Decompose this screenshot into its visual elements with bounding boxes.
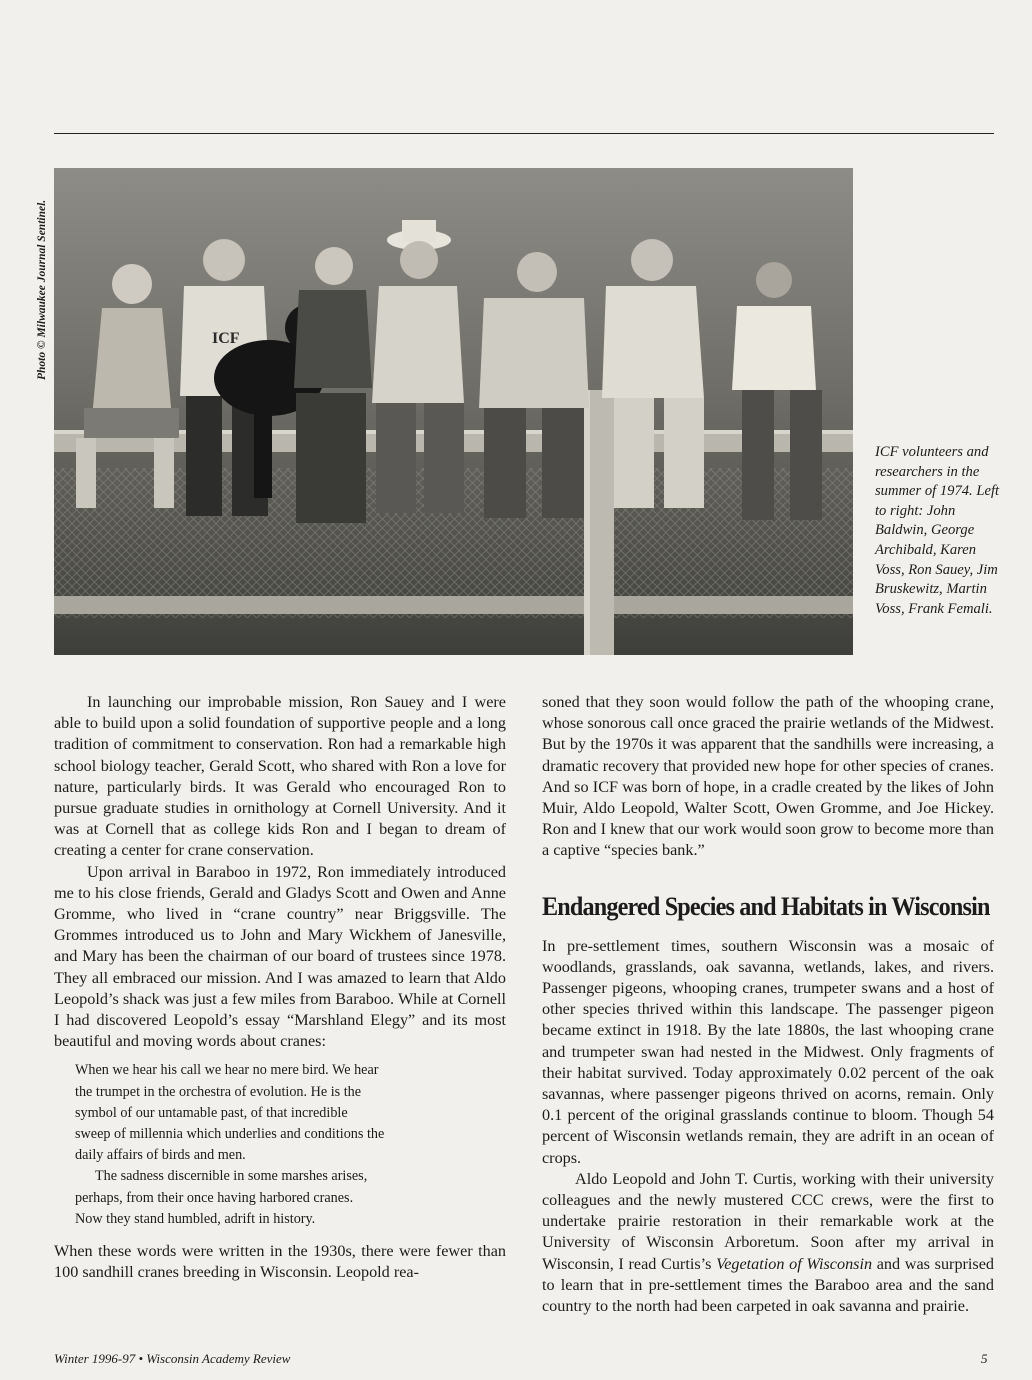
quote-line: The sadness discernible in some marshes arises,: [95, 1168, 368, 1185]
quote-line: sweep of millennia which underlies and conditions the: [75, 1126, 385, 1143]
quote-line: perhaps, from their once having harbored cranes.: [75, 1189, 354, 1206]
footer-issue: Winter 1996-97 • Wisconsin Academy Review: [54, 1351, 291, 1366]
left-column: [54, 692, 506, 1283]
text-run: Aldo Leopold and John T. Curtis, working with their university colleagues and the newly mustered CCC crews, were the first to undertake prairie restoration in their remarkable work at the University of Wisconsin Arboretum. Soon after my arrival in Wisconsin, I read Curtis’s: [542, 1169, 994, 1273]
quote-line: When we hear his call we hear no mere bird. We hear: [75, 1062, 379, 1079]
text-run: and was surprised to learn that in pre-settlement times the Baraboo area and the sand country to the north had been carpeted in oak savanna and prairie.: [542, 1254, 995, 1316]
section-heading: Endangered Species and Habitats in Wisconsin: [542, 891, 990, 921]
right-column: [542, 692, 994, 1317]
quote-line: the trumpet in the orchestra of evolution. He is the: [75, 1083, 362, 1100]
paragraph: soned that they soon would follow the path of the whooping crane, whose sonorous call once graced the prairie wetlands of the Midwest. But by the 1970s it was apparent that the sandhills were increasing, a dramatic recovery that provided new hope for other species of cranes. And so ICF was born of hope, in a cradle created by the likes of John Muir, Aldo Leopold, Walter Scott, Owen Gromme, and Joe Hickey. Ron and I knew that our work would soon grow to become more than a captive “species bank.”: [542, 693, 994, 860]
quote-line: daily affairs of birds and men.: [75, 1147, 246, 1164]
quote-line: Now they stand humbled, adrift in history.: [75, 1210, 316, 1227]
paragraph: In pre-settlement times, southern Wisconsin was a mosaic of woodlands, grasslands, oak savanna, wetlands, lakes, and rivers. Passenger pigeons, whooping cranes, trumpeter swans and a host of other species thrived within this landscape. The passenger pigeon became extinct in 1918. By the late 1880s, the last whooping crane and trumpeter swan had nested in the Midwest. Only fragments of their habitat survived. Today approximately 0.02 percent of the oak savannas, where passenger pigeons thrived on acorns, remain. Only 0.1 percent of the original grasslands continue to bloom. Though 54 percent of Wisconsin wetlands remain, they are adrift in an ocean of crops.: [542, 936, 994, 1167]
photo-caption: ICF volunteers and researchers in the summer of 1974. Left to right: John Baldwin, George Archibald, Karen Voss, Ron Sauey, Jim Bruskewitz, Martin Voss, Frank Femali.: [875, 444, 1000, 617]
group-photo: [54, 168, 853, 655]
page-number: 5: [981, 1351, 988, 1366]
quote-line: symbol of our untamable past, of that incredible: [75, 1104, 348, 1121]
paragraph: In launching our improbable mission, Ron Sauey and I were able to build upon a solid foundation of supportive people and a long tradition of commitment to conservation. Ron had a remarkable high school biology teacher, Gerald Scott, who shared with Ron a love for nature, particularly birds. It was Gerald who encouraged Ron to pursue graduate studies in ornithology at Cornell University. And it was at Cornell that as college kids Ron and I began to dream of creating a center for crane conservation.: [54, 693, 506, 860]
block-quote: [75, 1060, 435, 1230]
paragraph: When these words were written in the 1930s, there were fewer than 100 sandhill cranes breeding in Wisconsin. Leopold rea-: [54, 1242, 506, 1282]
group-photo-image: [54, 168, 853, 655]
header-rule: [54, 133, 994, 134]
paragraph: [542, 1169, 994, 1317]
book-title: Vegetation of Wisconsin: [716, 1254, 873, 1273]
photo-credit-text: Photo © Milwaukee Journal Sentinel.: [36, 199, 48, 380]
shirt-text: ICF: [212, 330, 240, 347]
paragraph: Upon arrival in Baraboo in 1972, Ron immediately introduced me to his close friends, Gerald and Gladys Scott and Owen and Anne Gromme, who lived in “crane country” near Briggsville. The Grommes introduced us to John and Mary Wickhem of Janesville, and Mary has been the chairman of our board of trustees since 1978. They all embraced our mission. And I was amazed to learn that Aldo Leopold’s shack was just a few miles from Baraboo. While at Cornell I had discovered Leopold’s essay “Marshland Elegy” and its most beautiful and moving words about cranes:: [54, 862, 506, 1051]
